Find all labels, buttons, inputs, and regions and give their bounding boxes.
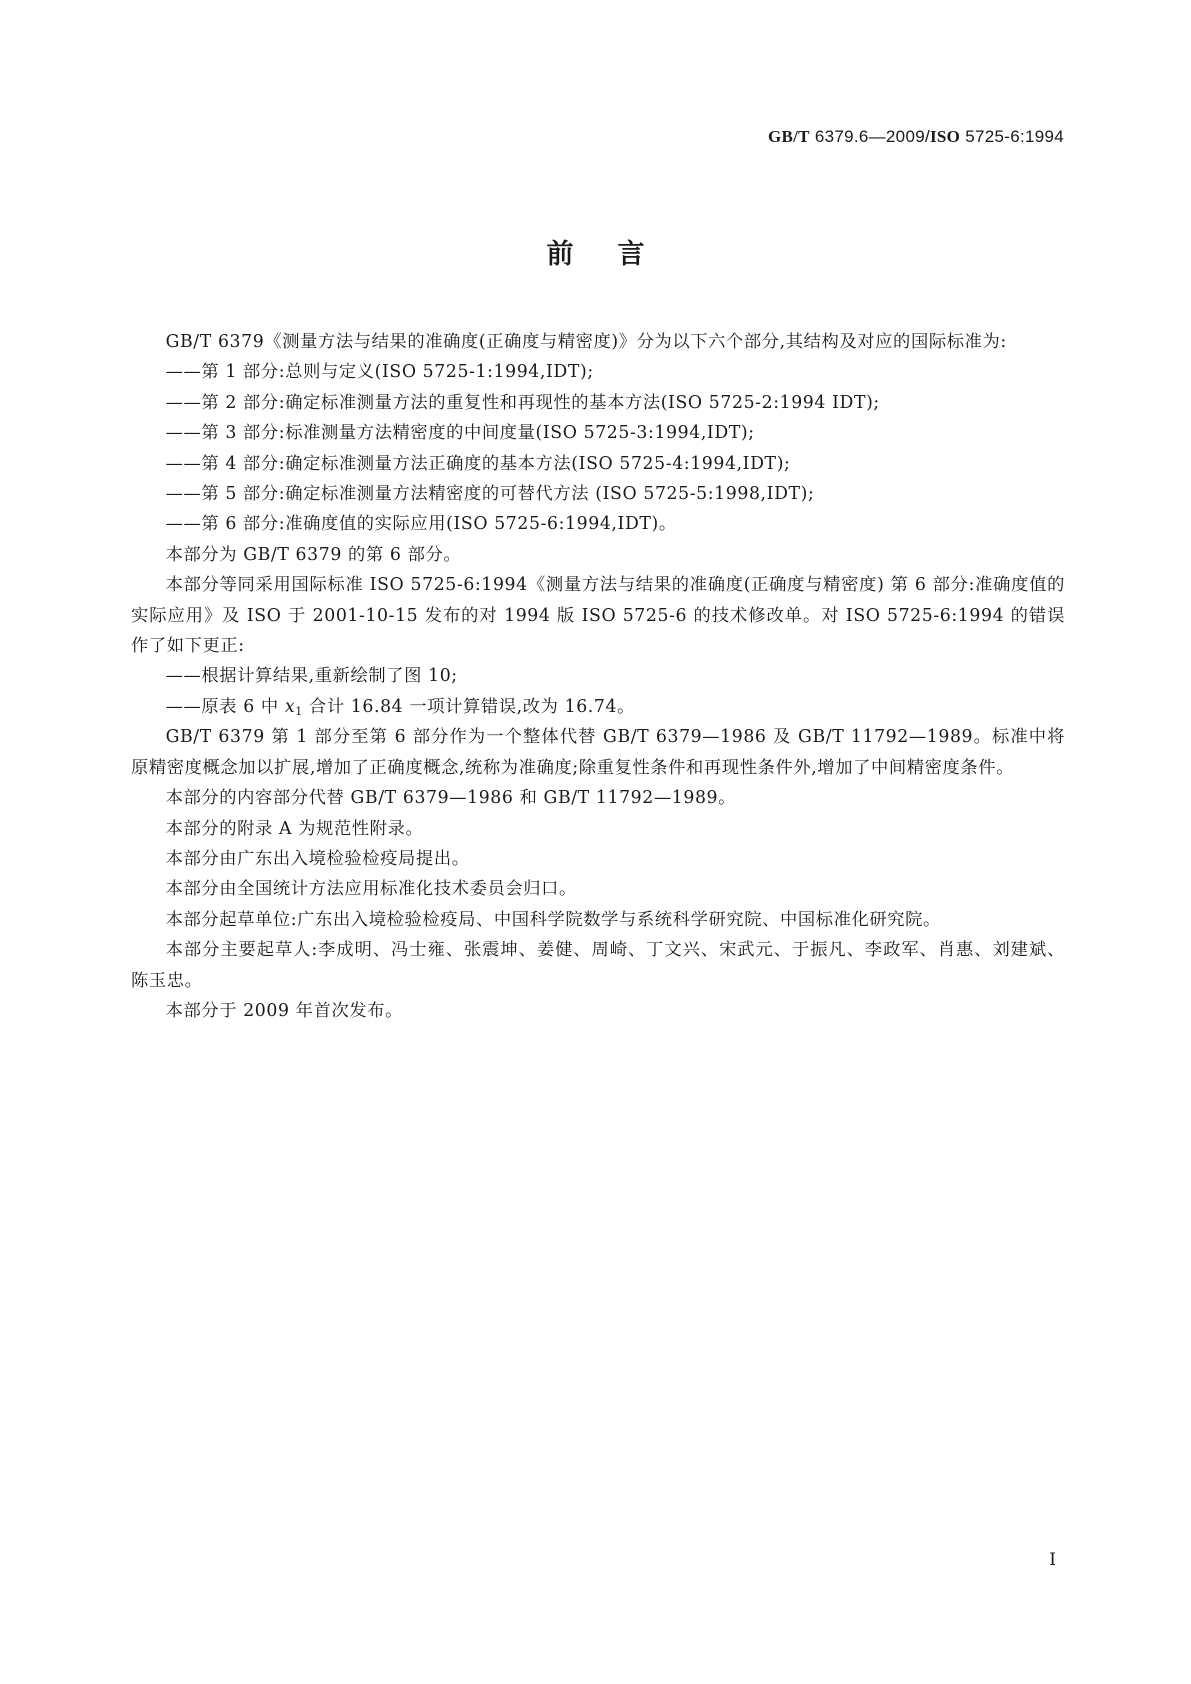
list-item-correction-table	[131, 692, 1065, 722]
list-item-part-2: ——第 2 部分:确定标准测量方法的重复性和再现性的基本方法(ISO 5725-2:1994 IDT);	[165, 392, 880, 413]
paragraph-annex: 本部分的附录 A 为规范性附录。	[165, 818, 424, 839]
paragraph-drafters: 本部分主要起草人:李成明、冯士雍、张震坤、姜健、周崎、丁文兴、宋武元、于振凡、李政军、肖惠、刘建斌、陈玉忠。	[131, 940, 1065, 991]
standard-number-header	[768, 127, 1064, 147]
foreword-body	[131, 327, 1065, 1026]
variable-x: x	[284, 696, 296, 717]
header-iso-label: ISO	[929, 127, 961, 146]
header-iso-number: 5725-6:1994	[960, 127, 1064, 146]
paragraph-adoption: 本部分等同采用国际标准 ISO 5725-6:1994《测量方法与结果的准确度(正确度与精密度) 第 6 部分:准确度值的实际应用》及 ISO 于 2001-10-15 发布的对 1994 版 ISO 5725-6 的技术修改单。对 ISO 5725-6:1994 的错误作了如下更正:	[131, 575, 1065, 657]
paragraph-committee: 本部分由全国统计方法应用标准化技术委员会归口。	[165, 879, 577, 900]
list-item-part-1: ——第 1 部分:总则与定义(ISO 5725-1:1994,IDT);	[165, 362, 594, 383]
paragraph-first-release: 本部分于 2009 年首次发布。	[165, 1000, 403, 1021]
header-gbt-label: GB/T	[767, 127, 810, 146]
variable-subscript: 1	[295, 704, 303, 718]
paragraph-intro: GB/T 6379《测量方法与结果的准确度(正确度与精密度)》分为以下六个部分,其结构及对应的国际标准为:	[165, 332, 1007, 352]
list-item-part-6: ——第 6 部分:准确度值的实际应用(ISO 5725-6:1994,IDT)。	[165, 514, 677, 535]
page-number: I	[1049, 1550, 1056, 1570]
paragraph-drafting-units: 本部分起草单位:广东出入境检验检疫局、中国科学院数学与系统科学研究院、中国标准化研究院。	[165, 909, 941, 930]
correction-suffix: 合计 16.84 一项计算错误,改为 16.74。	[302, 696, 635, 717]
list-item-correction-figure: ——根据计算结果,重新绘制了图 10;	[165, 666, 458, 687]
paragraph-part-statement: 本部分为 GB/T 6379 的第 6 部分。	[165, 544, 462, 565]
list-item-part-3: ——第 3 部分:标准测量方法精密度的中间度量(ISO 5725-3:1994,IDT);	[165, 423, 755, 444]
paragraph-replacement: GB/T 6379 第 1 部分至第 6 部分作为一个整体代替 GB/T 6379—1986 及 GB/T 11792—1989。标准中将原精密度概念加以扩展,增加了正确度概念,统称为准确度;除重复性条件和再现性条件外,增加了中间精密度条件。	[131, 727, 1065, 778]
header-gbt-number: 6379.6—2009/	[809, 127, 930, 146]
correction-prefix: ——原表 6 中	[165, 696, 285, 717]
paragraph-partial-replacement: 本部分的内容部分代替 GB/T 6379—1986 和 GB/T 11792—1989。	[165, 788, 737, 809]
paragraph-proposer: 本部分由广东出入境检验检疫局提出。	[165, 848, 470, 869]
list-item-part-4: ——第 4 部分:确定标准测量方法正确度的基本方法(ISO 5725-4:1994,IDT);	[165, 453, 791, 474]
page-title: 前言	[546, 239, 689, 270]
list-item-part-5: ——第 5 部分:确定标准测量方法精密度的可替代方法 (ISO 5725-5:1998,IDT);	[165, 484, 815, 505]
